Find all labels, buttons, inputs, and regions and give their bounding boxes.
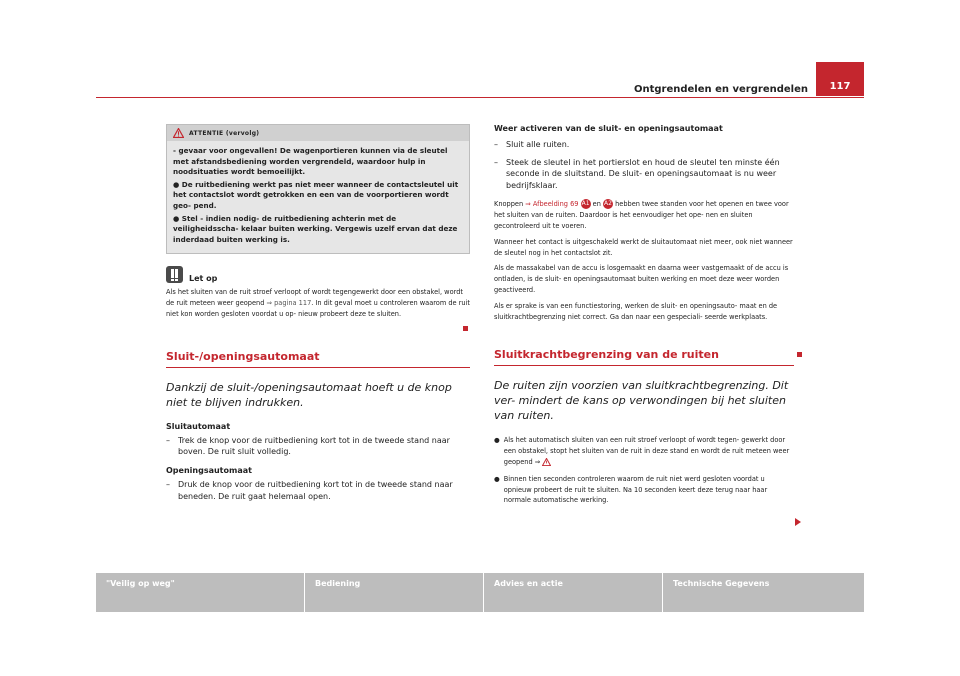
note-header [166,266,470,283]
continue-arrow-icon [795,518,801,526]
force-limit-bullets [494,435,794,506]
warning-paragraph: - gevaar voor ongevallen! De wagenportieren kunnen via de sleutel met afstandsbediening worden vergrendeld, waardoor hulp in noodsituaties wordt bemoeilijkt. [173,146,448,177]
step-close-windows: – Sluit alle ruiten. [494,140,570,149]
right-column [494,124,794,512]
subheading-reactivate: Weer activeren van de sluit- en openingsautomaat [494,124,723,133]
footer-tabs [96,573,864,612]
tab-advies-en-actie[interactable]: Advies en actie [484,573,662,612]
warning-triangle-icon [173,128,184,138]
section-title-auto: Sluit-/openingsautomaat [166,350,470,368]
warning-header [167,125,469,141]
header-rule [96,97,864,98]
tab-veilig-op-weg[interactable]: "Veilig op weg" [96,573,304,612]
warning-triangle-icon [542,458,551,466]
warning-bullet: ● De ruitbediening werkt pas niet meer wanneer de contactsleutel uit het contactslot wordt getrokken en een van de voorportieren wordt geo- pend. [173,179,459,210]
section-intro-force-limit: De ruiten zijn voorzien van sluitkrachtbegrenzing. Dit ver- mindert de kans op verwondingen bij het sluiten van ruiten. [494,379,789,423]
page-link[interactable]: ⇒ pagina 117 [266,299,312,308]
section-intro-auto: Dankzij de sluit-/openingsautomaat hoeft u de knop niet te blijven indrukken. [166,380,452,409]
left-column [166,124,470,506]
running-header-title: Ontgrendelen en vergrendelen [633,84,808,95]
step-open: – Druk de knop voor de ruitbediening kort tot in de tweede stand naar beneden. De ruit gaat helemaal open. [166,479,453,501]
note-paragraph: Knoppen ⇒ Afbeelding 69 A1 en A2 hebben twee standen voor het openen en twee voor het sluiten van de ruiten. Daardoor is het eenvoudiger het ope- nen en sluiten gecontroleerd uit te voeren. [494,200,789,230]
note-paragraph: Wanneer het contact is uitgeschakeld werkt de sluitautomaat niet meer, ook niet wanneer de sleutel nog in het contactslot zit. [494,237,793,257]
list-item: ● Als het automatisch sluiten van een ruit stroef verloopt of wordt tegen- gewerkt door een obstakel, stopt het sluiten van de ruit in deze stand en wordt de ruit meteen weer geopend ⇒ [494,436,790,466]
note-text: Als het sluiten van de ruit stroef verloopt of wordt tegengewerkt door een obstakel, wordt de ruit meteen weer geopend ⇒ pagina 117. In dit geval moet u controleren waarom de ruit niet kon worden gesloten voordat u op- nieuw probeert deze te sluiten. [166,288,471,318]
tab-bediening[interactable]: Bediening [305,573,483,612]
warning-box [166,124,470,254]
callout-badge-a1: A1 [581,200,590,208]
subheading-open: Openingsautomaat [166,465,252,475]
page-number: 117 [816,62,864,96]
step-key-hold: – Steek de sleutel in het portierslot en houd de sleutel ten minste één seconde in de sluitstand. De sluit- en openingsautomaat is nu weer bedrijfsklaar. [494,157,780,190]
step-close: – Trek de knop voor de ruitbediening kort tot in de tweede stand naar boven. De ruit sluit volledig. [166,435,450,457]
callout-badge-a2: A2 [604,200,612,208]
section-end-mark [463,326,468,331]
info-note-icon [166,266,183,283]
note-title: Let op [189,274,218,284]
warning-title: ATTENTIE (vervolg) [189,129,260,137]
section-end-mark [797,352,802,357]
note-paragraph: Als de massakabel van de accu is losgemaakt en daarna weer vastgemaakt of de accu is ontladen, is de sluit- en openingsautomaat buiten werking en moet deze weer worden geactiveerd. [494,264,789,294]
reactivate-notes [494,199,794,322]
list-item: ● Binnen tien seconden controleren waarom de ruit niet werd gesloten voordat u opnieuw probeert de ruit te sluiten. Na 10 seconden keert deze terug naar haar normale automatische werking. [494,474,768,505]
warning-bullet: ● Stel - indien nodig- de ruitbediening achterin met de veiligheidsscha- kelaar buiten werking. Vergewis uzelf ervan dat deze inderdaad buiten werking is. [173,213,458,244]
subheading-close: Sluitautomaat [166,421,231,431]
section-title-force-limit: Sluitkrachtbegrenzing van de ruiten [494,348,794,366]
warning-body [167,141,469,253]
figure-link[interactable]: ⇒ Afbeelding 69 [525,200,579,209]
note-paragraph: Als er sprake is van een functiestoring, werken de sluit- en openingsauto- maat en de sluitkrachtbegrenzing niet correct. Ga dan naar een gespeciali- seerde werkplaats. [494,301,778,321]
tab-technische-gegevens[interactable]: Technische Gegevens [663,573,864,612]
